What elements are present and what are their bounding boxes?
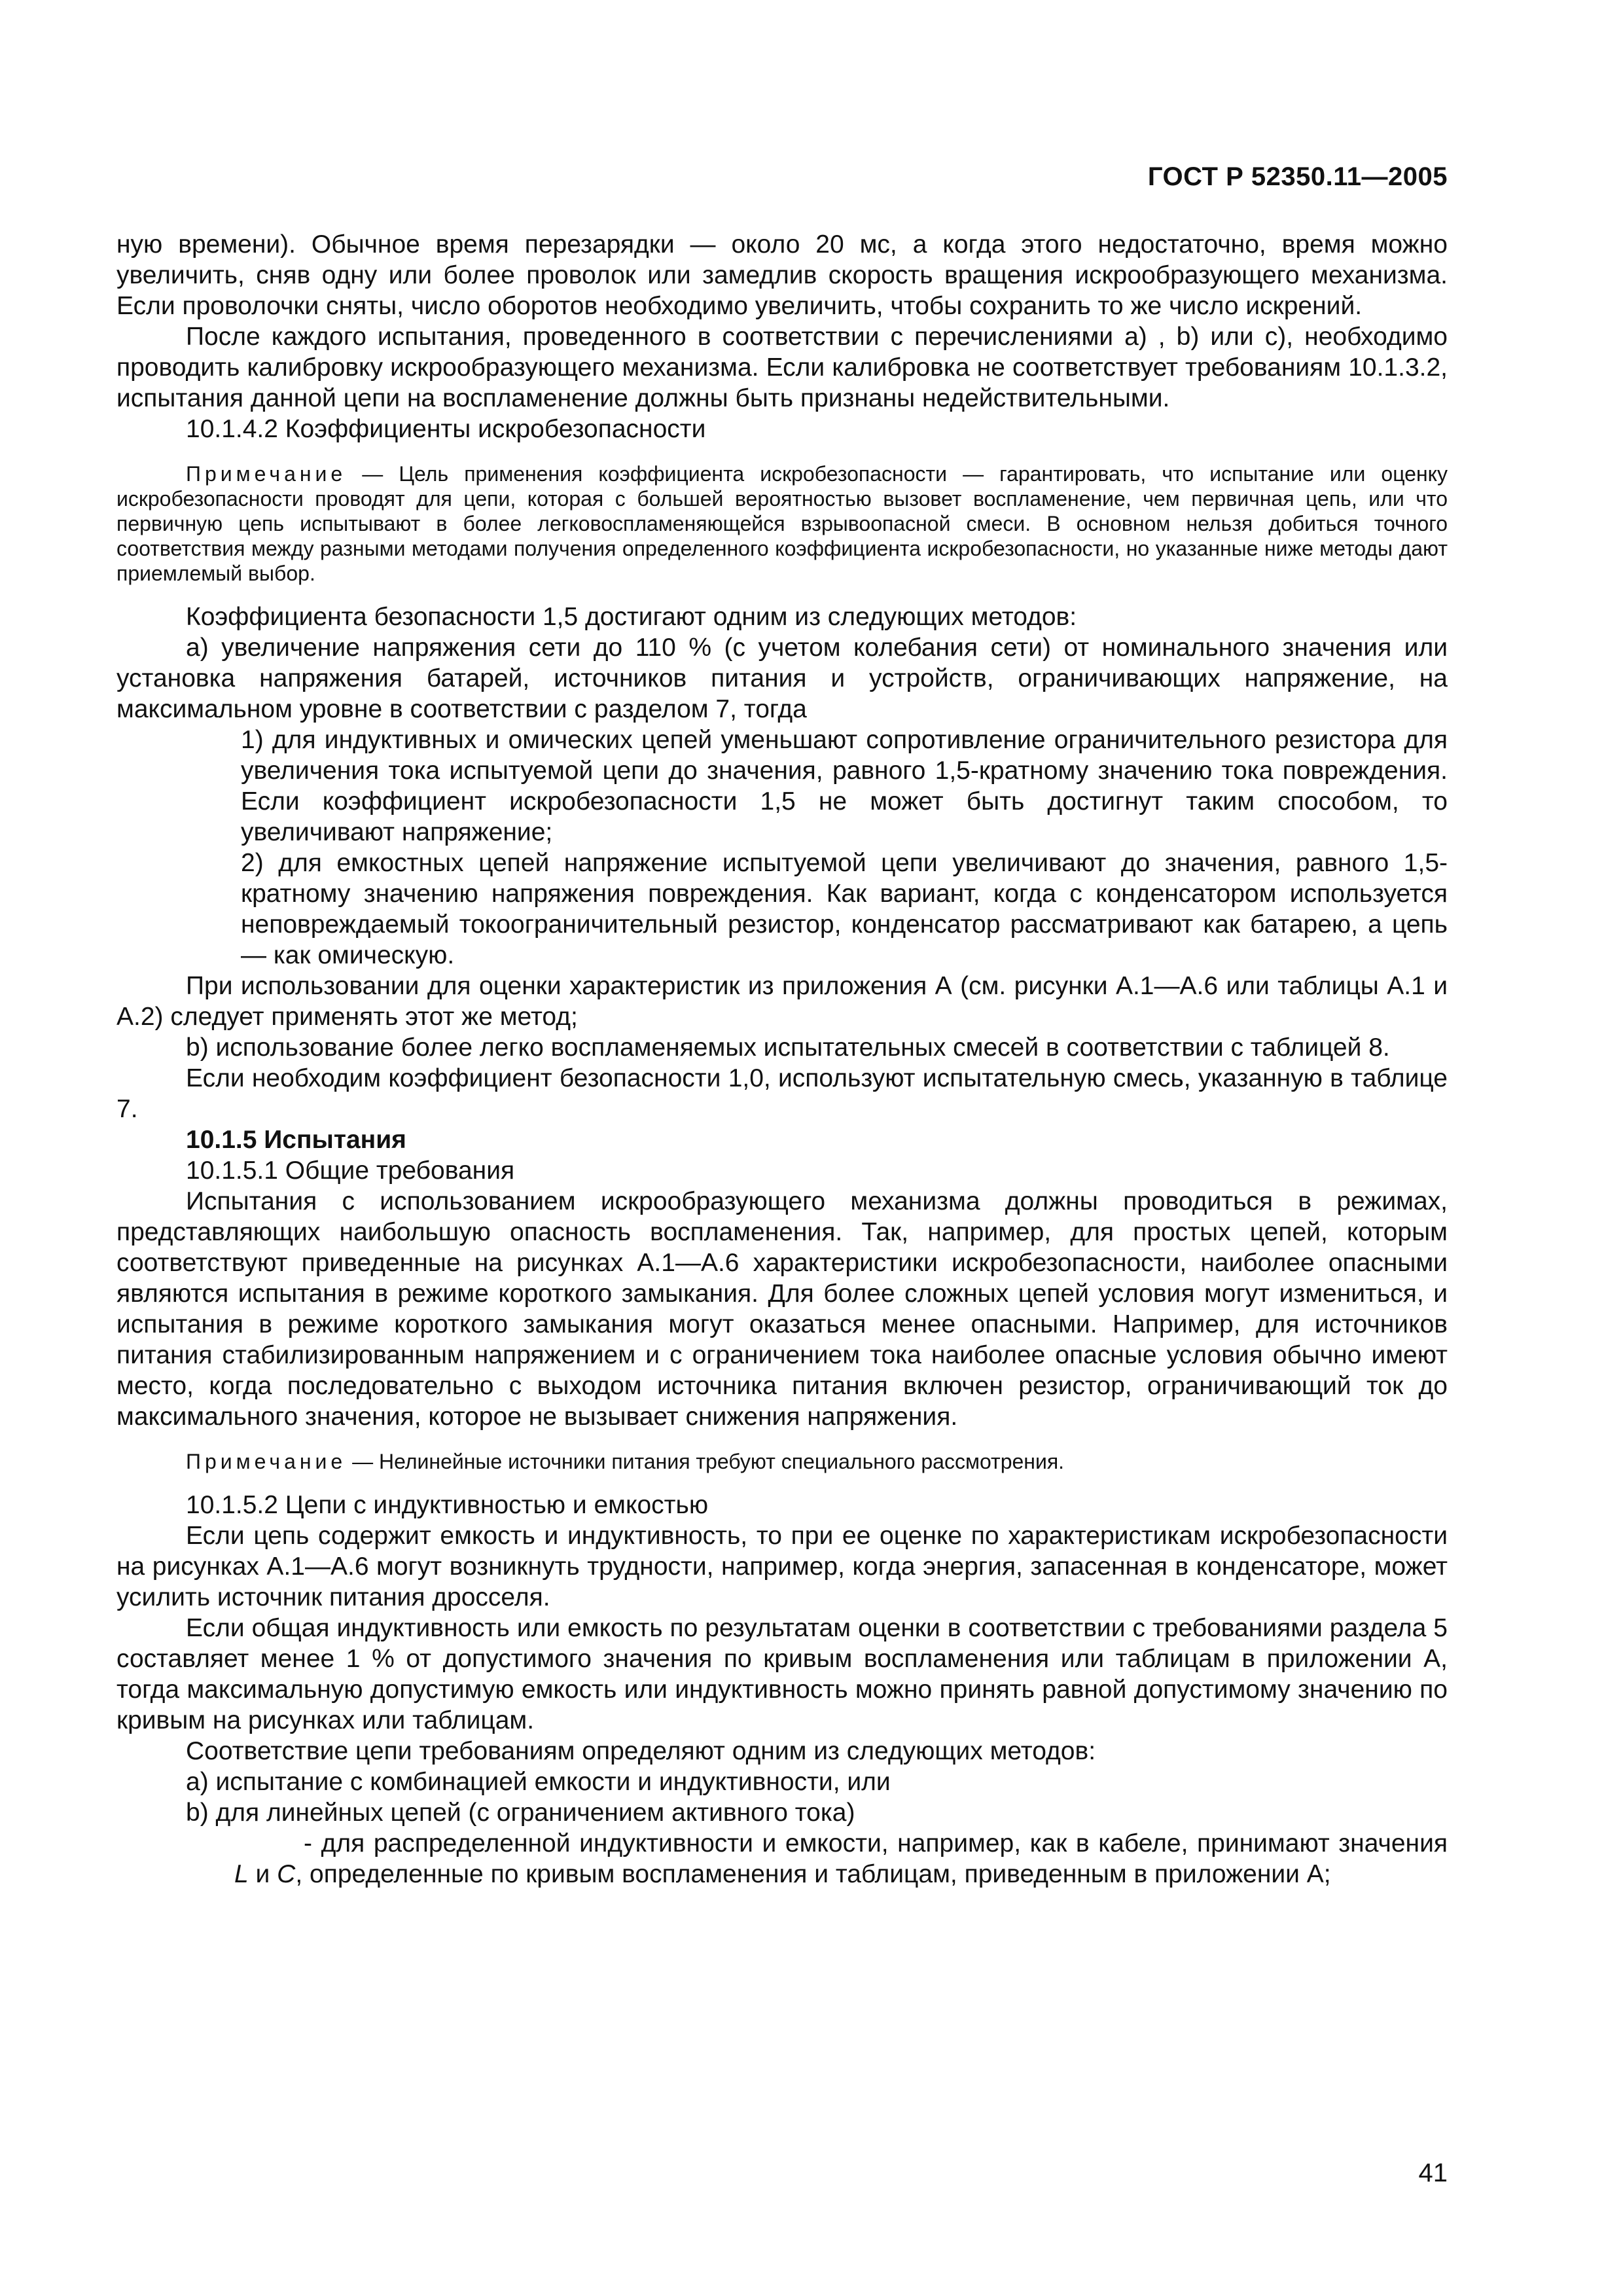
section-heading: 10.1.4.2 Коэффициенты искробезопасности <box>186 415 706 443</box>
note-text: — Цель применения коэффициента искробезопасности — гарантировать, что испытание или оценку искробезопасности проводят для цепи, которая с большей вероятностью вызовет воспламенение, чем первичная цепь, или что первичную цепь испытывают в более легковоспламеняющейся взрывоопасной смеси. В основном нельзя добиться точного соответствия между разными методами получения определенного коэффициента искробезопасности, но указанные ниже методы дают приемлемый выбор. <box>116 462 1448 585</box>
section-heading: 10.1.5 Испытания <box>186 1126 406 1154</box>
paragraph: Испытания с использованием искрообразующего механизма должны проводиться в режимах, представляющих наибольшую опасность воспламенения. Так, например, для простых цепей, которым соответствуют приведенные на рисунках А.1—А.6 характеристики искробезопасности, наиболее опасными являются испытания в режиме короткого замыкания. Для более сложных цепей условия могут измениться, и испытания в режиме короткого замыкания могут оказаться менее опасными. Например, для источников питания стабилизированным напряжением и с ограничением тока наиболее опасные условия обычно имеют место, когда последовательно с выходом источника питания включен резистор, ограничивающий ток до максимального значения, которое не вызывает снижения напряжения. <box>116 1187 1448 1431</box>
note-label: Примечание <box>186 462 347 486</box>
sub-list-item: 2) для емкостных цепей напряжение испытуемой цепи увеличивают до значения, равного 1,5-кратному значению напряжения повреждения. Как вариант, когда с конденсатором используется неповреждаемый токоограничительный резистор, конденсатор рассматривают как батарею, а цепь — как омическую. <box>241 849 1448 969</box>
list-item: b) для линейных цепей (с ограничением активного тока) <box>186 1799 855 1827</box>
note-label: Примечание <box>186 1450 347 1473</box>
sub-list-item: 1) для индуктивных и омических цепей уменьшают сопротивление ограничительного резистора для увеличения тока испытуемой цепи до значения, равного 1,5-кратному значению тока повреждения. Если коэффициент искробезопасности 1,5 не может быть достигнут таким способом, то увеличивают напряжение; <box>241 726 1448 846</box>
text-run: , определенные по кривым воспламенения и таблицам, приведенным в приложении А; <box>295 1860 1331 1888</box>
document-header: ГОСТ Р 52350.11—2005 <box>1147 162 1448 191</box>
text-run: и <box>248 1860 277 1888</box>
list-item: b) использование более легко воспламеняемых испытательных смесей в соответствии с таблицей 8. <box>186 1033 1390 1062</box>
page-number: 41 <box>1418 2159 1448 2187</box>
paragraph: ную времени). Обычное время перезарядки — около 20 мс, а когда этого недостаточно, время можно увеличить, сняв одну или более проволок или замедлив скорость вращения искрообразующего механизма. Если проволочки сняты, число оборотов необходимо увеличить, чтобы сохранить то же число искрений. <box>116 230 1448 320</box>
paragraph: Коэффициента безопасности 1,5 достигают одним из следующих методов: <box>186 603 1077 631</box>
document-page <box>116 0 1448 2296</box>
list-item: a) испытание с комбинацией емкости и индуктивности, или <box>186 1768 891 1796</box>
list-item <box>116 1828 1448 1890</box>
symbol-L: L <box>234 1860 249 1888</box>
paragraph: После каждого испытания, проведенного в соответствии с перечислениями a) , b) или c), необходимо проводить калибровку искрообразующего механизма. Если калибровка не соответствует требованиям 10.1.3.2, испытания данной цепи на воспламенение должны быть признаны недействительными. <box>116 323 1448 412</box>
symbol-C: C <box>277 1860 296 1888</box>
note <box>116 1449 1448 1474</box>
paragraph: При использовании для оценки характеристик из приложения А (см. рисунки А.1—А.6 или таблицы А.1 и А.2) следует применять этот же метод; <box>116 972 1448 1031</box>
paragraph: Если цепь содержит емкость и индуктивность, то при ее оценке по характеристикам искробезопасности на рисунках А.1—А.6 могут возникнуть трудности, например, когда энергия, запасенная в конденсаторе, может усилить источник питания дросселя. <box>116 1522 1448 1611</box>
paragraph: Соответствие цепи требованиям определяют одним из следующих методов: <box>186 1737 1096 1765</box>
section-heading: 10.1.5.1 Общие требования <box>186 1157 515 1185</box>
paragraph: Если необходим коэффициент безопасности 1,0, используют испытательную смесь, указанную в таблице 7. <box>116 1064 1448 1123</box>
text-run: - для распределенной индуктивности и емкости, например, как в кабеле, принимают значения <box>304 1829 1448 1857</box>
document-body <box>116 229 1448 1890</box>
note-text: — Нелинейные источники питания требуют специального рассмотрения. <box>346 1450 1065 1473</box>
paragraph: Если общая индуктивность или емкость по результатам оценки в соответствии с требованиями раздела 5 составляет менее 1 % от допустимого значения по кривым воспламенения или таблицам в приложении А, тогда максимальную допустимую емкость или индуктивность можно принять равной допустимому значению по кривым на рисунках или таблицам. <box>116 1614 1448 1734</box>
section-heading: 10.1.5.2 Цепи с индуктивностью и емкостью <box>186 1491 709 1519</box>
note <box>116 461 1448 586</box>
list-item: a) увеличение напряжения сети до 110 % (с учетом колебания сети) от номинального значения или установка напряжения батарей, источников питания и устройств, ограничивающих напряжение, на максимальном уровне в соответствии с разделом 7, тогда <box>116 634 1448 723</box>
